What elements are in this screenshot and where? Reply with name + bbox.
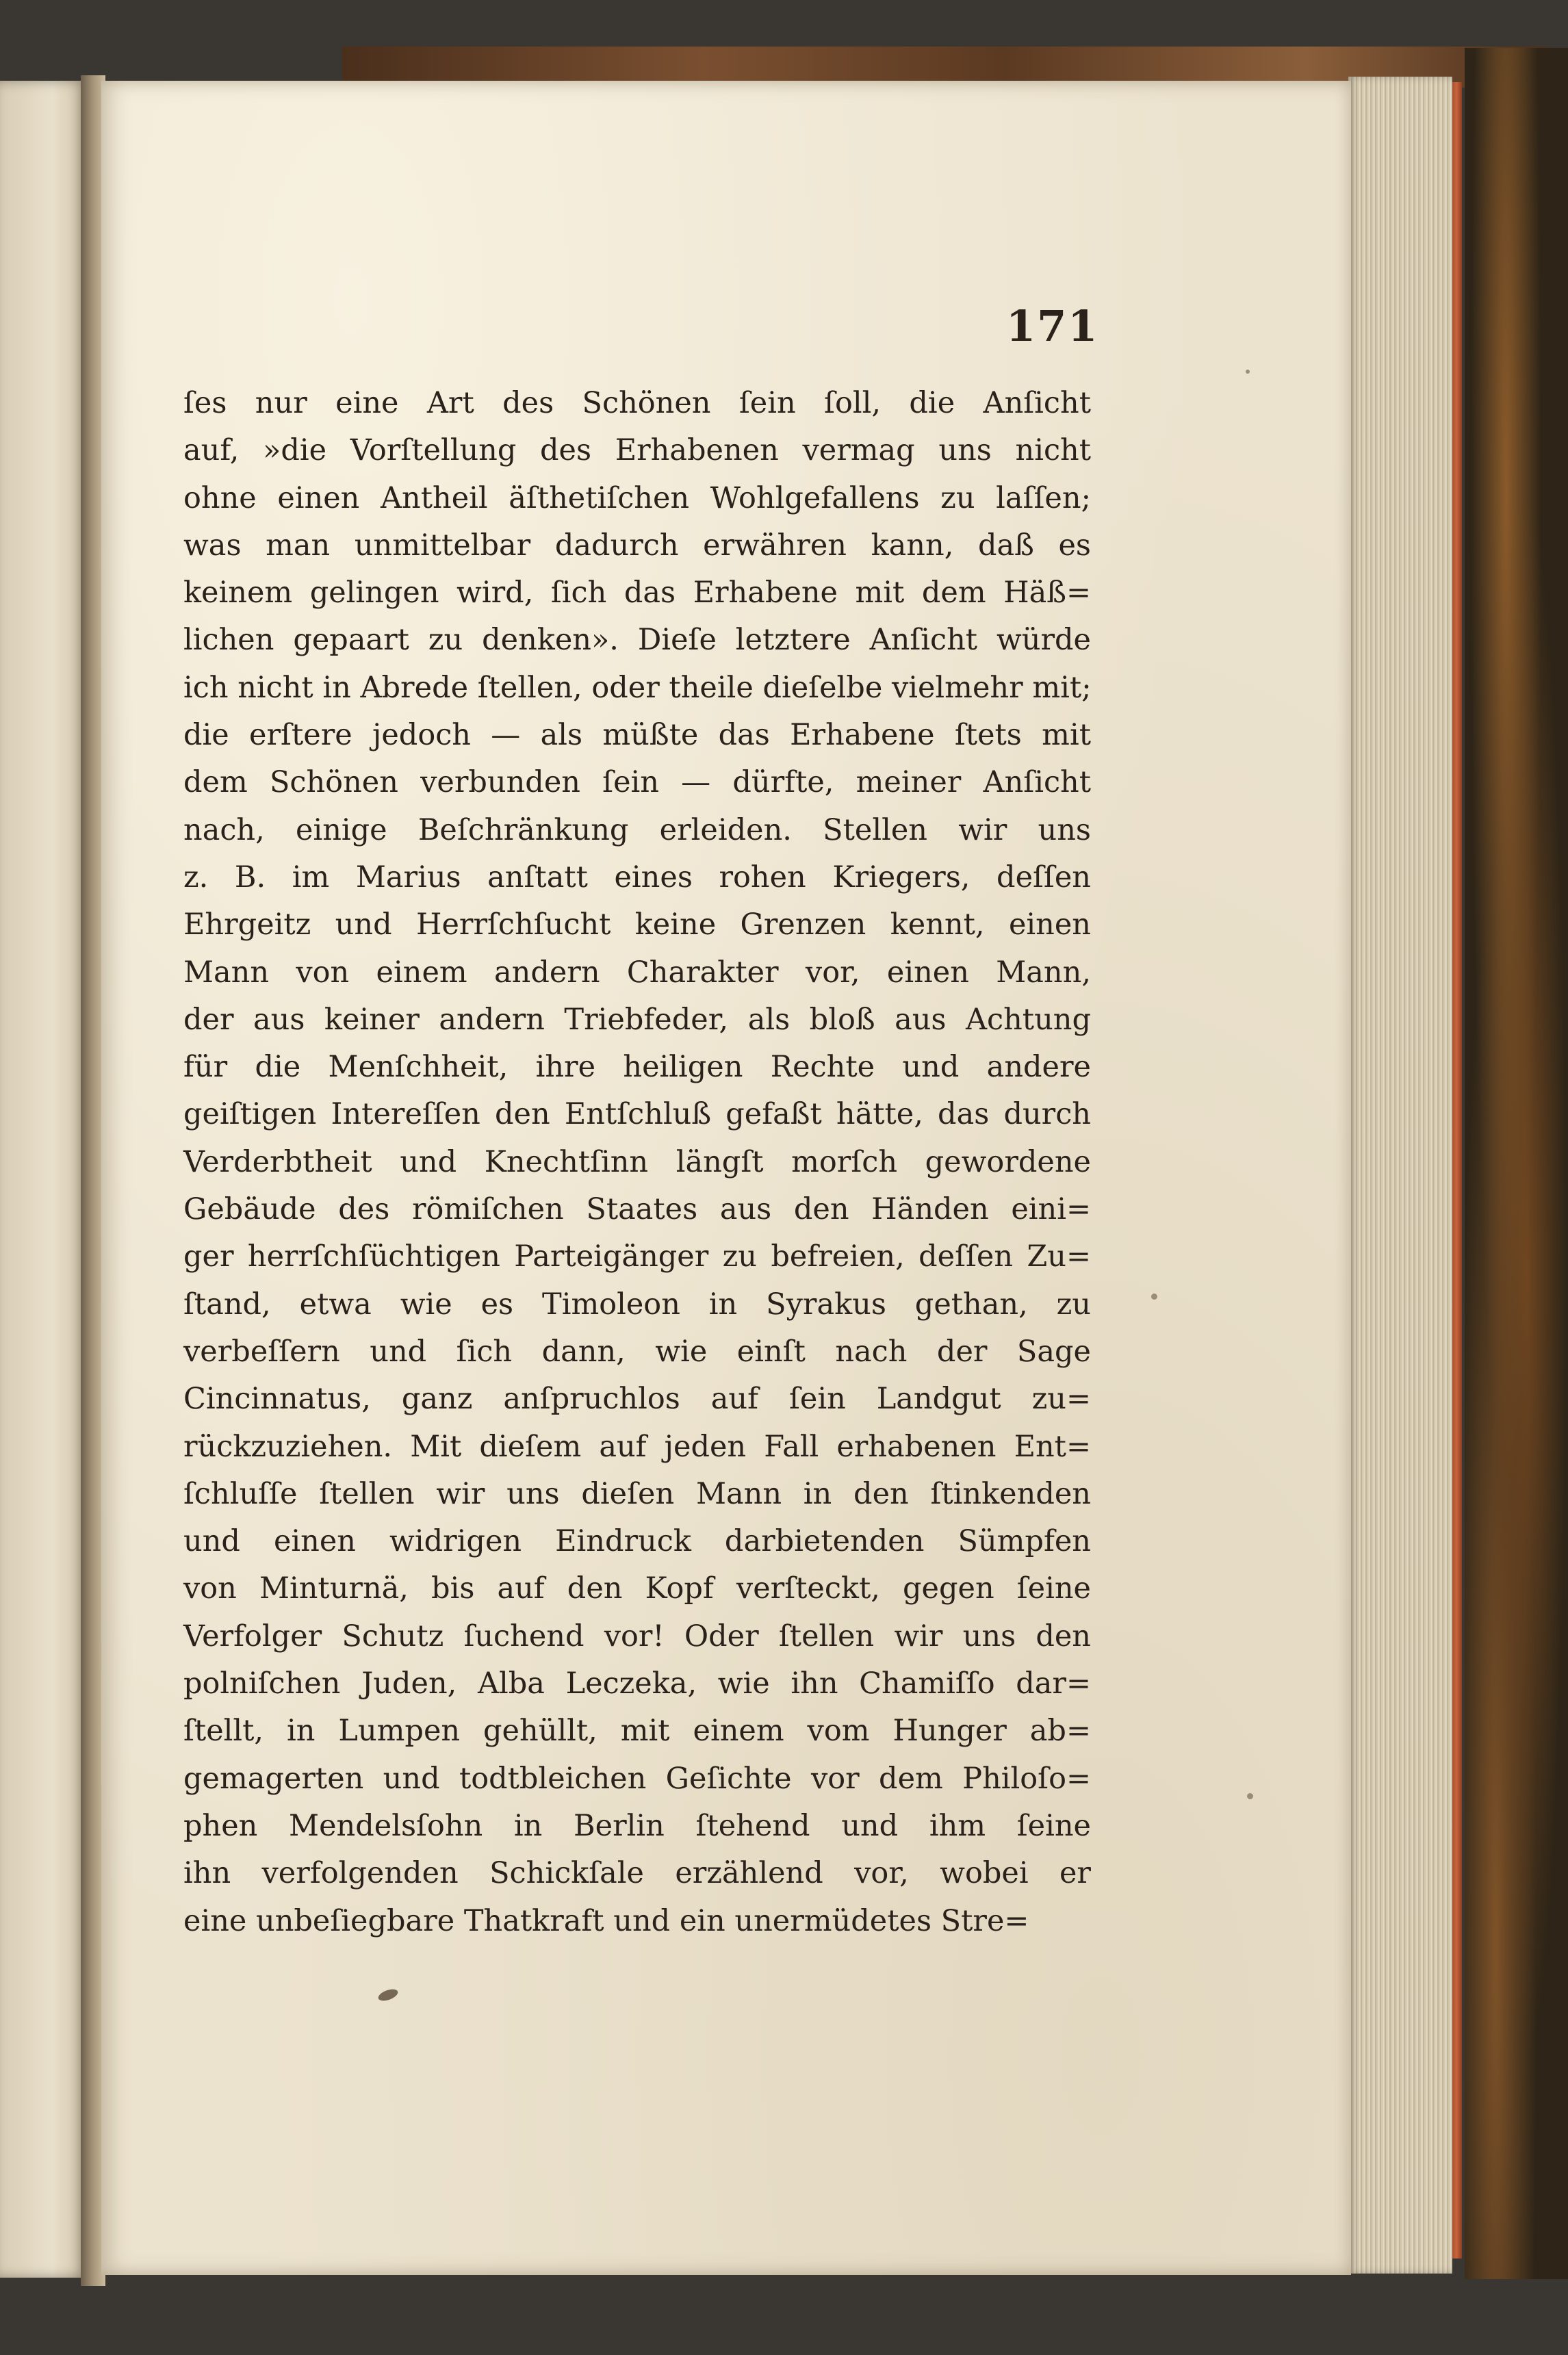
text-line: von Minturnä, bis auf den Kopf verſteckt, gegen ſeine: [183, 1571, 1091, 1606]
text-line: lichen gepaart zu denken». Dieſe letztere Anſicht würde: [183, 623, 1091, 658]
text-line: phen Mendelsſohn in Berlin ſtehend und ihm ſeine: [183, 1808, 1091, 1843]
text-line: die erſtere jedoch — als müßte das Erhabene ſtets mit: [183, 718, 1091, 753]
text-line: dem Schönen verbunden ſein — dürfte, meiner Anſicht: [183, 765, 1091, 800]
text-line: ſtand, etwa wie es Timoleon in Syrakus gethan, zu: [183, 1287, 1091, 1322]
page-number: 171: [1006, 301, 1099, 351]
text-line: ſes nur eine Art des Schönen ſein ſoll, die Anſicht: [183, 386, 1091, 420]
text-line: ihn verfolgenden Schickſale erzählend vor, wobei er: [183, 1856, 1091, 1891]
facing-page-edge: [0, 81, 88, 2278]
text-line: Mann von einem andern Charakter vor, einen Mann,: [183, 955, 1091, 990]
text-line: eine unbeſiegbare Thatkraft und ein unermüdetes Stre=: [183, 1903, 1029, 1938]
text-line: ohne einen Antheil äſthetiſchen Wohlgefallens zu laſſen;: [183, 480, 1091, 515]
body-text: [183, 380, 1091, 1945]
text-line: Verfolger Schutz ſuchend vor! Oder ſtellen wir uns den: [183, 1619, 1091, 1653]
text-line: rückzuziehen. Mit dieſem auf jeden Fall erhabenen Ent=: [183, 1429, 1091, 1464]
text-line: nach, einige Beſchränkung erleiden. Stellen wir uns: [183, 812, 1091, 847]
text-line: ſchluſſe ſtellen wir uns dieſen Mann in den ſtinkenden: [183, 1476, 1091, 1511]
text-line: polniſchen Juden, Alba Leczeka, wie ihn Chamiſſo dar=: [183, 1666, 1091, 1701]
text-line: auf, »die Vorſtellung des Erhabenen vermag uns nicht: [183, 433, 1091, 468]
book-cover: [1465, 48, 1568, 2279]
paper-speck: [1246, 370, 1250, 374]
text-line: für die Menſchheit, ihre heiligen Rechte und andere: [183, 1050, 1091, 1085]
text-line: keinem gelingen wird, ſich das Erhabene mit dem Häß=: [183, 576, 1091, 610]
text-line: gemagerten und todtbleichen Geſichte vor dem Philoſo=: [183, 1761, 1091, 1796]
text-line: der aus keiner andern Triebfeder, als bloß aus Achtung: [183, 1002, 1091, 1037]
text-line: Verderbtheit und Knechtſinn längſt morſch gewordene: [183, 1144, 1091, 1179]
cover-edge: [1451, 82, 1462, 2259]
text-line: verbeſſern und ſich dann, wie einſt nach der Sage: [183, 1334, 1091, 1369]
text-line: ger herrſchſüchtigen Parteigänger zu befreien, deſſen Zu=: [183, 1239, 1091, 1274]
text-line: geiſtigen Intereſſen den Entſchluß gefaßt hätte, das durch: [183, 1097, 1091, 1132]
paper-speck: [1151, 1294, 1157, 1300]
text-line: ich nicht in Abrede ſtellen, oder theile dieſelbe vielmehr mit;: [183, 670, 1092, 705]
text-line: Cincinnatus, ganz anſpruchlos auf ſein Landgut zu=: [183, 1382, 1091, 1417]
text-line: Gebäude des römiſchen Staates aus den Händen eini=: [183, 1192, 1091, 1227]
paper-speck: [1247, 1793, 1253, 1799]
page-edges: [1348, 77, 1452, 2274]
text-line: was man unmittelbar dadurch erwähren kann, daß es: [183, 528, 1091, 563]
text-line: und einen widrigen Eindruck darbietenden Sümpfen: [183, 1524, 1091, 1559]
text-line: Ehrgeitz und Herrſchſucht keine Grenzen kennt, einen: [183, 908, 1091, 942]
text-line: z. B. im Marius anſtatt eines rohen Kriegers, deſſen: [183, 860, 1091, 895]
text-line: ſtellt, in Lumpen gehüllt, mit einem vom Hunger ab=: [183, 1714, 1091, 1749]
